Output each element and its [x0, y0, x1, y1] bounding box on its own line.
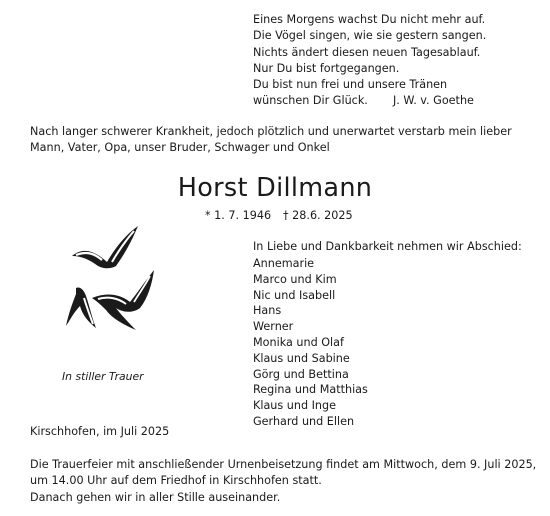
- mourner-name: Klaus und Sabine: [253, 351, 350, 365]
- poem-line: Nur Du bist fortgegangen.: [253, 61, 400, 75]
- ceremony-info: [30, 457, 536, 506]
- mourner-name: Monika und Olaf: [253, 335, 344, 349]
- ceremony-line: Die Trauerfeier mit anschließender Urnenbeisetzung findet am Mittwoch, dem 9. Juli 2025,: [30, 458, 537, 471]
- death-date: † 28.6. 2025: [283, 209, 353, 222]
- poem-author: J. W. v. Goethe: [393, 94, 474, 108]
- poem-line: Nichts ändert diesen neuen Tagesablauf.: [253, 45, 481, 59]
- bird-icon: [72, 226, 138, 268]
- mourner-name: Klaus und Inge: [253, 399, 336, 413]
- death-announcement-text: Nach langer schwerer Krankheit, jedoch plötzlich und unerwartet verstarb mein lieber Mann, Vater, Opa, unser Bruder, Schwager und Onkel: [30, 125, 512, 155]
- poem-line: Eines Morgens wachst Du nicht mehr auf.: [253, 13, 486, 26]
- farewell-heading: In Liebe und Dankbarkeit nehmen wir Abschied:: [253, 240, 522, 253]
- flying-birds-icon: [62, 222, 162, 334]
- poem: [253, 12, 486, 110]
- trauer-label: In stiller Trauer: [62, 370, 144, 383]
- place-date: Kirschhofen, im Juli 2025: [30, 425, 170, 438]
- bird-icon: [92, 270, 154, 330]
- poem-last-line: [253, 93, 486, 109]
- ceremony-line: um 14.00 Uhr auf dem Friedhof in Kirschhofen statt.: [30, 474, 322, 488]
- mourner-name: Nic und Isabell: [253, 288, 336, 302]
- ceremony-line: Danach gehen wir in aller Stille auseinander.: [30, 490, 281, 504]
- mourner-name: Regina und Matthias: [253, 383, 368, 397]
- poem-line: Du bist nun frei und unsere Tränen: [253, 78, 448, 92]
- birth-date: * 1. 7. 1946: [205, 209, 272, 222]
- mourner-name: Annemarie: [253, 257, 315, 270]
- mourner-name: Gerhard und Ellen: [253, 414, 355, 428]
- deceased-name: Horst Dillmann: [177, 173, 373, 203]
- mourner-name: Marco und Kim: [253, 272, 337, 286]
- mourners-list: [253, 256, 368, 430]
- mourner-name: Werner: [253, 320, 294, 334]
- mourner-name: Hans: [253, 304, 282, 318]
- poem-line: Die Vögel singen, wie sie gestern sangen.: [253, 29, 487, 43]
- mourner-name: Görg und Bettina: [253, 367, 349, 381]
- poem-line: wünschen Dir Glück.: [253, 94, 368, 108]
